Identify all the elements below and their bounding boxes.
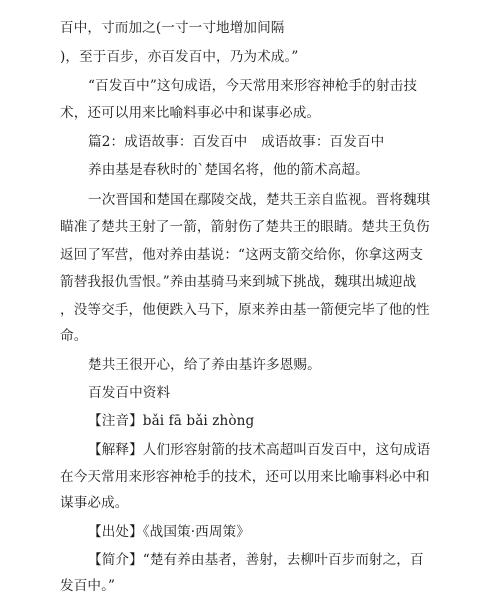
text-line: 谋事必成。 xyxy=(60,495,129,511)
text-line: 在今天常用来形容神枪手的技术，还可以用来比喻事料必中和 xyxy=(60,469,430,485)
text-line: 术，还可以用来比喻料事必中和谋事必成。 xyxy=(60,105,321,121)
text-line: )，至于百步，亦百发百中，乃为术成。” xyxy=(60,49,299,65)
text-line: 养由基是春秋时的`楚国名将，他的箭术高超。 xyxy=(88,162,369,178)
text-line: 【注音】bǎi fā bǎi zhòng xyxy=(88,413,255,429)
text-line: 【解释】人们形容射箭的技术高超叫百发百中，这句成语 xyxy=(88,442,431,458)
text-line: 瞄准了楚共王射了一箭，箭射伤了楚共王的眼睛。楚共王负伤 xyxy=(60,219,430,235)
section-heading: 篇2：成语故事：百发百中 成语故事：百发百中 xyxy=(88,134,385,150)
text-line: “百发百中”这句成语，今天常用来形容神枪手的射击技 xyxy=(88,78,418,94)
text-line: 发百中。” xyxy=(60,578,116,594)
text-line: 【出处】《战国策·西周策》 xyxy=(88,524,250,540)
text-line: 一次晋国和楚国在鄢陵交战，楚共王亲自监视。晋将魏琪 xyxy=(88,192,431,208)
text-line: 楚共王很开心，给了养由基许多恩赐。 xyxy=(88,357,321,373)
text-line: ，没等交手，他便跌入马下，原来养由基一箭便完毕了他的性 xyxy=(60,302,430,318)
text-line: 【简介】“楚有养由基者，善射，去柳叶百步而射之，百 xyxy=(88,552,424,568)
text-line: 百中，寸而加之(一寸一寸地增加间隔 xyxy=(60,20,285,36)
text-line: 命。 xyxy=(60,328,88,344)
section-heading: 百发百中资料 xyxy=(88,385,171,401)
text-line: 箭替我报仇雪恨。”养由基骑马来到城下挑战，魏琪出城迎战 xyxy=(60,274,417,290)
text-line: 返回了军营，他对养由基说：“这两支箭交给你，你拿这两支 xyxy=(60,247,424,263)
